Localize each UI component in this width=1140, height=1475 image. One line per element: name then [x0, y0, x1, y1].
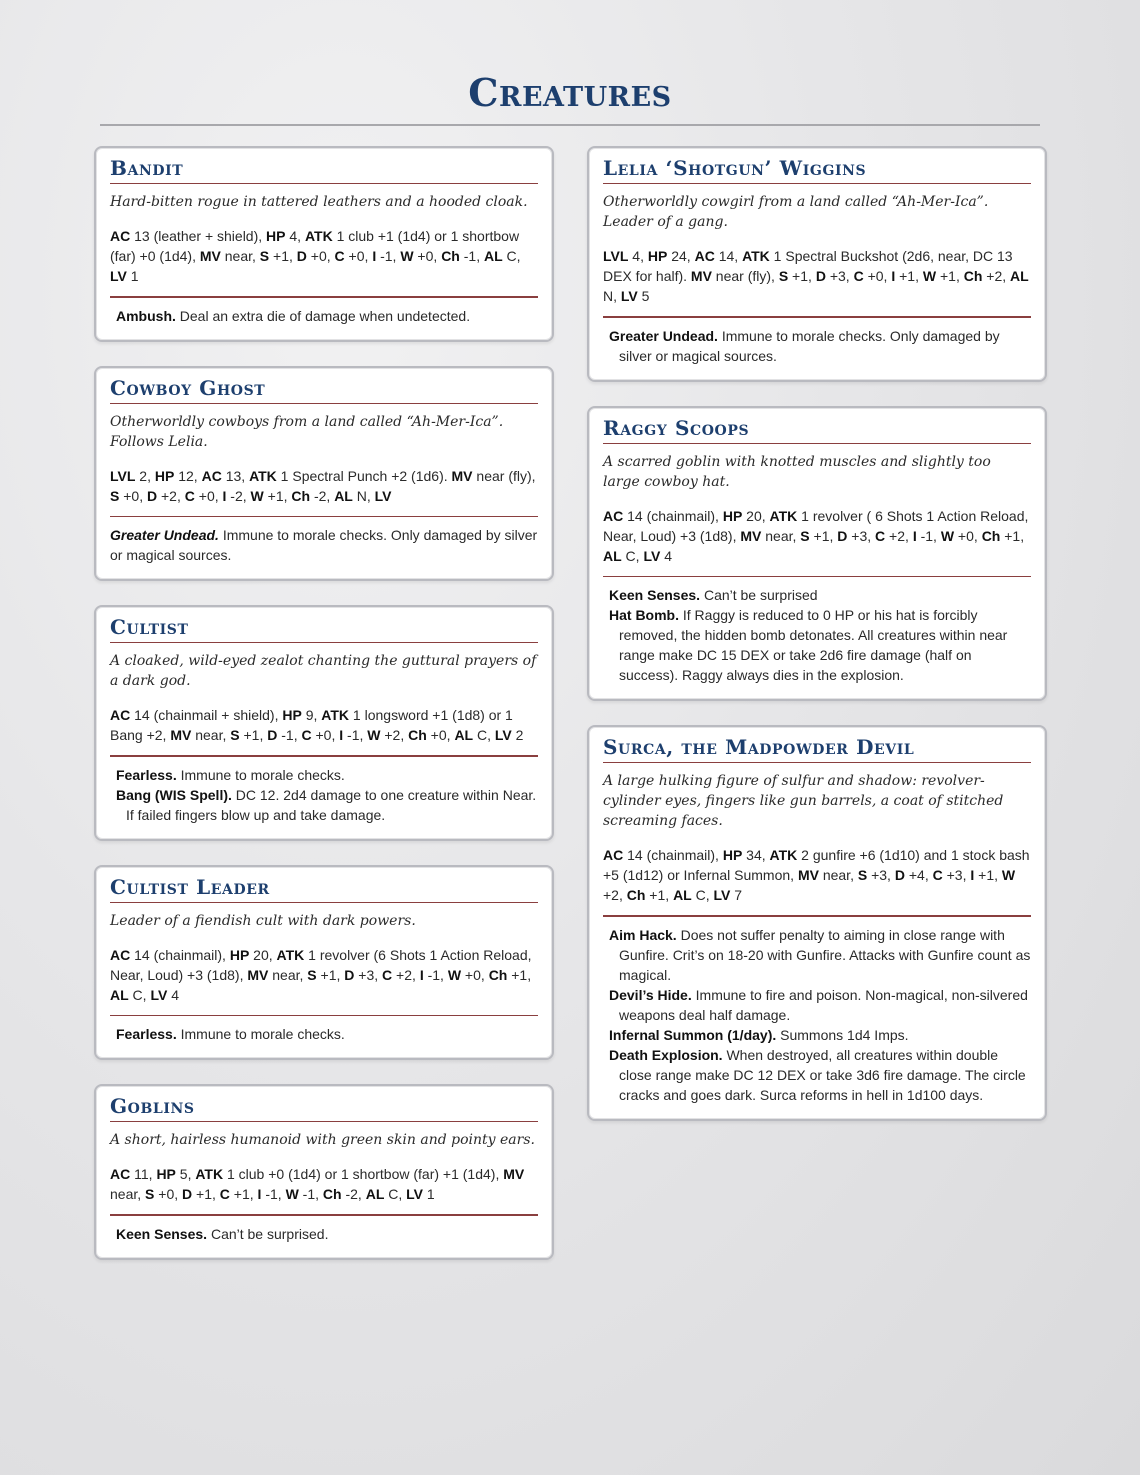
- ability-divider: [603, 915, 1031, 917]
- stat-key: HP: [156, 1166, 176, 1182]
- ability-name: Infernal Summon (1/day).: [609, 1026, 777, 1043]
- creature-description: A cloaked, wild-eyed zealot chanting the guttural prayers of a dark god.: [110, 653, 537, 689]
- stat-key: D: [296, 248, 307, 264]
- stat-key: ATK: [249, 467, 277, 484]
- ability-text: Summons 1d4 Imps.: [776, 1026, 909, 1043]
- stat-key: S: [307, 966, 317, 983]
- ability-text: When destroyed, all creatures within double close range make DC 12 DEX or take 3d6 fire damage. The circle cracks and goes dark. Surca reforms in hell in 1d100 days.: [619, 1046, 1026, 1103]
- stat-key: D: [146, 487, 158, 504]
- stat-key: LV: [620, 288, 638, 304]
- stat-key: LV: [110, 268, 127, 284]
- ability-divider: [110, 296, 538, 298]
- creature-card: [94, 146, 554, 342]
- stat-key: C: [184, 487, 195, 504]
- stat-key: D: [894, 867, 905, 883]
- ability-text: Immune to fire and poison. Non-magical, non-silvered weapons deal half damage.: [619, 986, 1028, 1023]
- stat-key: ATK: [276, 946, 305, 963]
- stat-key: W: [1001, 867, 1016, 883]
- stat-key: Ch: [322, 1186, 342, 1202]
- stat-key: AC: [110, 946, 131, 963]
- stat-key: C: [382, 966, 393, 983]
- stat-key: ATK: [321, 707, 350, 723]
- creature-ability: [609, 605, 1031, 685]
- stat-key: HP: [282, 707, 302, 723]
- stat-key: D: [344, 966, 355, 983]
- creature-ability: [609, 985, 1031, 1025]
- stat-key: LVL: [603, 248, 629, 264]
- ability-divider: [110, 516, 538, 518]
- stat-key: LV: [406, 1186, 424, 1202]
- creature-card: [94, 605, 554, 841]
- stat-key: AC: [201, 467, 222, 484]
- stat-key: I: [257, 1186, 262, 1202]
- creature-name: Surca, the Madpowder Devil: [603, 733, 1031, 763]
- creature-ability: [609, 585, 1031, 605]
- creature-ability: [116, 1224, 538, 1244]
- ability-name: Greater Undead.: [110, 527, 219, 543]
- ability-name: Keen Senses.: [116, 1225, 208, 1242]
- ability-name: Keen Senses.: [609, 587, 701, 603]
- ability-name: Aim Hack.: [609, 926, 677, 943]
- stat-key: D: [837, 527, 848, 544]
- ability-name: Devil’s Hide.: [609, 986, 692, 1003]
- ability-name: Hat Bomb.: [609, 607, 679, 623]
- stat-key: C: [853, 268, 864, 284]
- creature-description: Hard-bitten rogue in tattered leathers and a hooded cloak.: [110, 194, 528, 210]
- creature-stat-block: AC 14 (chainmail), HP 20, ATK 1 revolver (6 Shots 1 Action Reload, Near, Loud) +3 (1d8), MV near, S +1, D +3, C +2, I -1, W +0, Ch +1, AL C, LV 4: [110, 946, 532, 1003]
- ability-text: Can’t be surprised: [700, 587, 818, 603]
- creature-name: Cowboy Ghost: [110, 374, 538, 404]
- creature-name: Cultist Leader: [110, 873, 538, 903]
- creature-description: Leader of a fiendish cult with dark powers.: [110, 912, 416, 929]
- creature-description: A large hulking figure of sulfur and shadow: revolver-cylinder eyes, fingers like gun barrels, a coat of stitched screaming faces.: [603, 773, 1004, 829]
- stat-key: ATK: [195, 1166, 224, 1182]
- stat-key: HP: [229, 946, 250, 963]
- stat-key: MV: [247, 966, 269, 983]
- creature-name: Lelia ‘Shotgun’ Wiggins: [603, 154, 1031, 184]
- stat-key: I: [891, 268, 896, 284]
- stat-key: Ch: [408, 727, 427, 743]
- stat-key: MV: [451, 467, 473, 484]
- ability-text: Immune to morale checks.: [176, 1026, 345, 1042]
- creature-description: Otherworldly cowgirl from a land called “Ah-Mer-Ica”. Leader of a gang.: [603, 194, 989, 230]
- stat-key: W: [447, 966, 462, 983]
- creature-ability: [609, 925, 1031, 985]
- stat-key: AC: [694, 248, 715, 264]
- creature-name: Raggy Scoops: [603, 414, 1031, 444]
- creature-card: [587, 725, 1047, 1121]
- stat-key: LVL: [110, 467, 136, 484]
- stat-key: I: [372, 248, 377, 264]
- ability-text: Can’t be surprised.: [207, 1225, 329, 1242]
- creature-card: [94, 366, 554, 582]
- stat-key: AC: [110, 707, 131, 723]
- stat-key: Ch: [981, 527, 1001, 544]
- stat-key: D: [267, 727, 278, 743]
- stat-key: LV: [494, 727, 512, 743]
- stat-key: AL: [603, 547, 622, 564]
- stat-key: MV: [199, 248, 221, 264]
- stat-key: AC: [603, 847, 624, 863]
- creature-ability: [116, 785, 538, 825]
- creature-stat-block: AC 14 (chainmail), HP 20, ATK 1 revolver ( 6 Shots 1 Action Reload, Near, Loud) +3 (1d8), MV near, S +1, D +3, C +2, I -1, W +0, Ch +1, AL C, LV 4: [603, 507, 1029, 564]
- ability-text: Immune to morale checks. Only damaged by silver or magical sources.: [619, 327, 1000, 364]
- stat-key: LV: [150, 986, 168, 1003]
- stat-key: S: [857, 867, 868, 883]
- stat-key: MV: [740, 527, 762, 544]
- stat-key: ATK: [742, 248, 770, 264]
- stat-key: HP: [154, 467, 175, 484]
- stat-key: Ch: [488, 966, 508, 983]
- stat-key: W: [285, 1186, 299, 1202]
- ability-text: If Raggy is reduced to 0 HP or his hat is forcibly removed, the hidden bomb detonates. All creatures within near range make DC 15 DEX or take 2d6 fire damage (half on success). Raggy always dies in the explosion.: [619, 607, 1008, 683]
- stat-key: MV: [503, 1166, 525, 1182]
- stat-key: W: [400, 248, 414, 264]
- stat-key: C: [875, 527, 886, 544]
- ability-text: DC 12. 2d4 damage to one creature within Near. If failed fingers blow up and take damage.: [126, 786, 537, 823]
- ability-divider: [110, 1015, 538, 1017]
- creature-name: Cultist: [110, 613, 538, 643]
- stat-key: AC: [603, 507, 624, 524]
- stat-key: ATK: [304, 228, 333, 244]
- creature-name: Goblins: [110, 1092, 538, 1122]
- ability-name: Bang (WIS Spell).: [116, 786, 232, 803]
- creature-stat-block: LVL 2, HP 12, AC 13, ATK 1 Spectral Punch +2 (1d6). MV near (fly), S +0, D +2, C +0, I -2, W +1, Ch -2, AL N, LV: [110, 467, 536, 504]
- stat-key: LV: [643, 547, 661, 564]
- stat-key: Ch: [626, 887, 646, 903]
- ability-text: Deal an extra die of damage when undetected.: [175, 307, 471, 324]
- ability-divider: [110, 1214, 538, 1216]
- stat-key: HP: [722, 847, 743, 863]
- ability-name: Greater Undead.: [609, 327, 718, 344]
- stat-key: I: [912, 527, 917, 544]
- stat-key: S: [110, 487, 120, 504]
- ability-divider: [603, 576, 1031, 578]
- creature-ability: [116, 306, 538, 326]
- stat-key: D: [182, 1186, 193, 1202]
- creature-ability: [609, 1045, 1031, 1105]
- left-column: [94, 146, 554, 1284]
- stat-key: ATK: [769, 507, 798, 524]
- stat-key: S: [259, 248, 270, 264]
- stat-key: C: [219, 1186, 230, 1202]
- stat-key: AC: [110, 1166, 131, 1182]
- creature-ability: [609, 326, 1031, 366]
- title-divider: [100, 124, 1040, 126]
- stat-key: HP: [266, 228, 286, 244]
- stat-key: MV: [690, 268, 712, 284]
- stat-key: AL: [673, 887, 692, 903]
- stat-key: Ch: [963, 268, 983, 284]
- stat-key: Ch: [291, 487, 311, 504]
- creature-stat-block: AC 14 (chainmail + shield), HP 9, ATK 1 longsword +1 (1d8) or 1 Bang +2, MV near, S +1, D -1, C +0, I -1, W +2, Ch +0, AL C, LV 2: [110, 707, 524, 743]
- ability-name: Fearless.: [116, 1026, 177, 1042]
- creature-description: A short, hairless humanoid with green skin and pointy ears.: [110, 1132, 535, 1148]
- stat-key: W: [922, 268, 937, 284]
- stat-key: W: [250, 487, 264, 504]
- creature-name: Bandit: [110, 154, 538, 184]
- creature-description: Otherworldly cowboys from a land called “Ah-Mer-Ica”. Follows Lelia.: [110, 413, 504, 450]
- stat-key: C: [334, 248, 345, 264]
- stat-key: D: [815, 268, 826, 284]
- ability-name: Death Explosion.: [609, 1046, 723, 1063]
- stat-key: AL: [454, 727, 474, 743]
- stat-key: AL: [483, 248, 503, 264]
- ability-text: Does not suffer penalty to aiming in close range with Gunfire. Crit’s on 18-20 with Gunfire. Attacks with Gunfire count as magical.: [619, 926, 1031, 983]
- stat-key: HP: [647, 248, 668, 264]
- stat-key: MV: [797, 867, 819, 883]
- stat-key: I: [419, 966, 424, 983]
- stat-key: AL: [334, 487, 353, 504]
- stat-key: AL: [365, 1186, 385, 1202]
- stat-key: HP: [722, 507, 743, 524]
- creature-stat-block: AC 11, HP 5, ATK 1 club +0 (1d4) or 1 shortbow (far) +1 (1d4), MV near, S +0, D +1, C +1, I -1, W -1, Ch -2, AL C, LV 1: [110, 1166, 525, 1202]
- creature-stat-block: AC 14 (chainmail), HP 34, ATK 2 gunfire +6 (1d10) and 1 stock bash +5 (1d12) or Infernal Summon, MV near, S +3, D +4, C +3, I +1, W +2, Ch +1, AL C, LV 7: [603, 847, 1030, 903]
- creature-ability: [116, 1024, 538, 1044]
- stat-key: ATK: [769, 847, 798, 863]
- creature-card: [587, 406, 1047, 702]
- creature-card: [587, 146, 1047, 382]
- ability-text: Immune to morale checks. Only damaged by silver or magical sources.: [110, 527, 538, 563]
- ability-divider: [110, 755, 538, 757]
- stat-key: I: [970, 867, 975, 883]
- stat-key: W: [940, 527, 955, 544]
- stat-key: AL: [110, 986, 129, 1003]
- stat-key: C: [301, 727, 312, 743]
- ability-divider: [603, 316, 1031, 318]
- ability-name: Fearless.: [116, 766, 177, 783]
- stat-key: AC: [110, 228, 131, 244]
- stat-key: Ch: [441, 248, 460, 264]
- creature-card: [94, 865, 554, 1061]
- stat-key: MV: [170, 727, 192, 743]
- stat-key: LV: [713, 887, 731, 903]
- creature-description: A scarred goblin with knotted muscles and slightly too large cowboy hat.: [603, 453, 991, 490]
- stat-key: C: [932, 867, 943, 883]
- stat-key: S: [145, 1186, 155, 1202]
- stat-key: AL: [1010, 268, 1029, 284]
- creature-stat-block: LVL 4, HP 24, AC 14, ATK 1 Spectral Buckshot (2d6, near, DC 13 DEX for half). MV near (fly), S +1, D +3, C +0, I +1, W +1, Ch +2, AL N, LV 5: [603, 248, 1029, 304]
- creature-ability: [609, 1025, 1031, 1045]
- stat-key: LV: [374, 487, 392, 504]
- stat-key: S: [778, 268, 789, 284]
- stat-key: I: [339, 727, 344, 743]
- right-column: [587, 146, 1047, 1145]
- stat-key: W: [367, 727, 381, 743]
- stat-key: S: [800, 527, 810, 544]
- creature-stat-block: AC 13 (leather + shield), HP 4, ATK 1 club +1 (1d4) or 1 shortbow (far) +0 (1d4), MV near, S +1, D +0, C +0, I -1, W +0, Ch -1, AL C, LV 1: [110, 228, 521, 284]
- stat-key: I: [222, 487, 227, 504]
- creature-card: [94, 1084, 554, 1260]
- ability-text: Immune to morale checks.: [176, 766, 345, 783]
- ability-name: Ambush.: [116, 307, 176, 324]
- creature-ability: [116, 765, 538, 785]
- creature-ability: [110, 525, 538, 565]
- stat-key: S: [230, 727, 240, 743]
- page-title: Creatures: [468, 70, 672, 115]
